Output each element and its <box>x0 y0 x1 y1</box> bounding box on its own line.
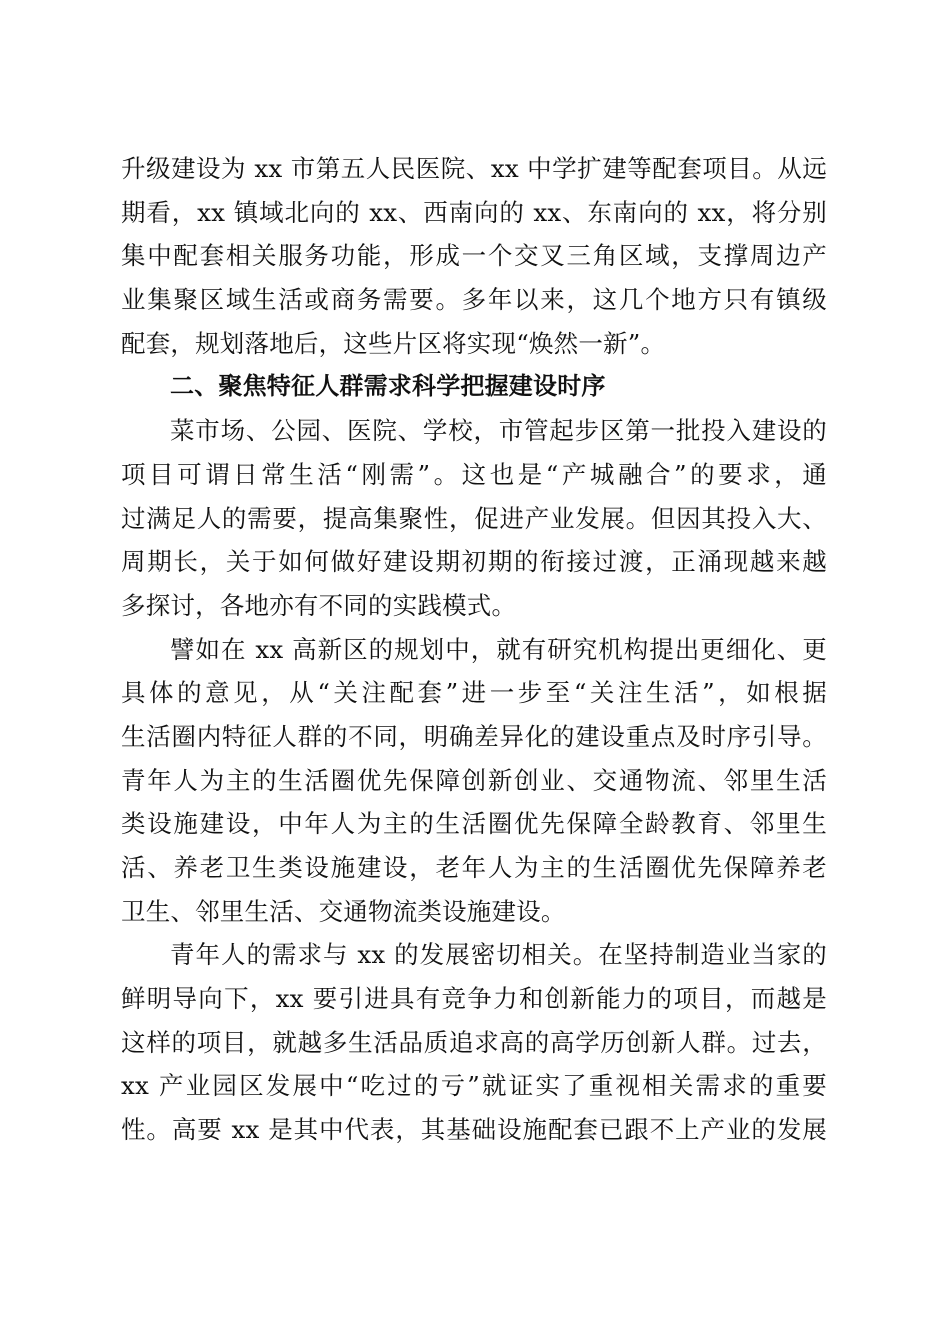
document-body <box>121 147 827 1152</box>
text-line: 这样的项目，就越多生活品质追求高的高学历创新人群。过去， <box>121 1027 827 1057</box>
text-line: 升级建设为 xx 市第五人民医院、xx 中学扩建等配套项目。从远 <box>121 154 827 183</box>
text-line: 菜市场、公园、医院、学校，市管起步区第一批投入建设的 <box>170 416 827 446</box>
text-line: 项目可谓日常生活“刚需”。这也是“产城融合”的要求，通 <box>121 459 827 489</box>
text-line: 过满足人的需要，提高集聚性，促进产业发展。但因其投入大、 <box>121 503 827 533</box>
paragraph <box>121 409 827 627</box>
text-line: 配套，规划落地后，这些片区将实现“焕然一新”。 <box>121 328 666 358</box>
text-line: 卫生、邻里生活、交通物流类设施建设。 <box>121 896 566 926</box>
text-line: 具体的意见，从“关注配套”进一步至“关注生活”，如根据 <box>121 678 827 708</box>
text-line: 多探讨，各地亦有不同的实践模式。 <box>121 590 517 620</box>
paragraph <box>121 628 827 934</box>
heading-text: 二、聚焦特征人群需求科学把握建设时序 <box>170 372 606 401</box>
text-line: 譬如在 xx 高新区的规划中，就有研究机构提出更细化、更 <box>170 634 827 664</box>
text-line: 业集聚区域生活或商务需要。多年以来，这几个地方只有镇级 <box>121 285 827 315</box>
text-line: 活、养老卫生类设施建设，老年人为主的生活圈优先保障养老 <box>121 853 827 882</box>
text-line: 青年人为主的生活圈优先保障创新创业、交通物流、邻里生活 <box>121 765 827 795</box>
text-line: 性。高要 xx 是其中代表，其基础设施配套已跟不上产业的发展 <box>121 1115 827 1145</box>
text-line: 集中配套相关服务功能，形成一个交叉三角区域，支撑周边产 <box>121 241 827 271</box>
paragraph <box>121 933 827 1151</box>
text-line: 周期长，关于如何做好建设期初期的衔接过渡，正涌现越来越 <box>121 547 827 577</box>
text-line: 期看，xx 镇域北向的 xx、西南向的 xx、东南向的 xx，将分别 <box>121 197 827 227</box>
text-line: 生活圈内特征人群的不同，明确差异化的建设重点及时序引导。 <box>121 721 827 751</box>
text-line: 鲜明导向下，xx 要引进具有竞争力和创新能力的项目，而越是 <box>121 984 827 1014</box>
text-line: 青年人的需求与 xx 的发展密切相关。在坚持制造业当家的 <box>170 940 827 970</box>
paragraph <box>121 147 827 365</box>
section-heading <box>121 365 827 409</box>
text-line: 类设施建设，中年人为主的生活圈优先保障全龄教育、邻里生 <box>121 809 827 839</box>
text-line: xx 产业园区发展中“吃过的亏”就证实了重视相关需求的重要 <box>121 1071 827 1101</box>
